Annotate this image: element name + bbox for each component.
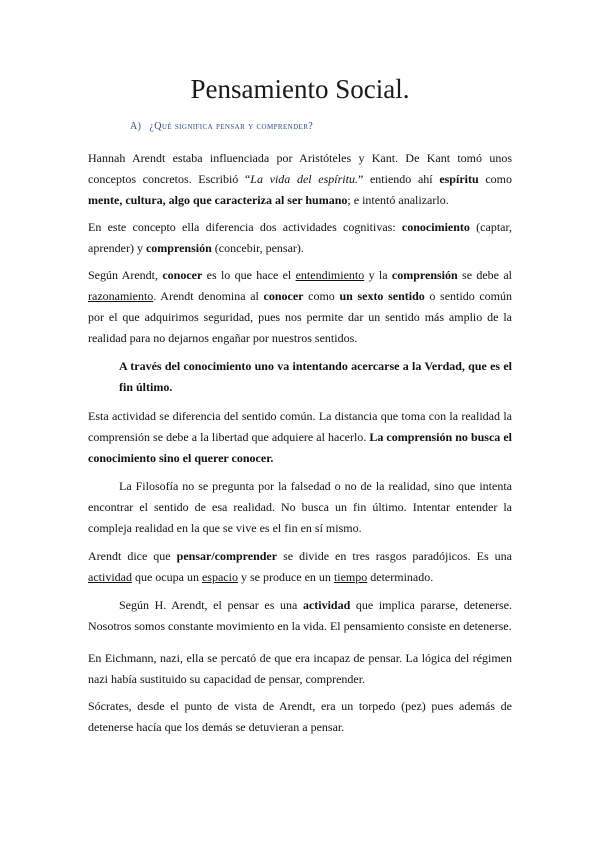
section-label: A)	[130, 121, 142, 132]
text-run: . Arendt denomina al	[153, 289, 264, 303]
text-run: que implica pararse, detenerse. Nosotros somos constante movimiento en la vida. El pensamiento consiste en detenerse.	[88, 598, 512, 633]
bold-term: conocer	[263, 289, 304, 303]
text-run: como	[478, 172, 512, 186]
underlined-term: entendimiento	[295, 268, 365, 282]
highlighted-quote: A través del conocimiento uno va intentando acercarse a la Verdad, que es el fin último.	[119, 359, 512, 394]
section-heading-text: ¿Qué significa pensar y comprender?	[149, 121, 314, 132]
paragraph-3	[88, 265, 512, 349]
bold-term: comprensión	[391, 268, 458, 282]
text-run: Hannah Arendt estaba influenciada por Aristóteles y Kant. De Kant tomó unos conceptos concretos. Escribió “	[88, 151, 512, 186]
text-run: y se produce en un	[237, 570, 334, 584]
bold-term: La comprensión no busca el conocimiento sino el querer conocer.	[88, 430, 512, 465]
bold-term: mente, cultura, algo que caracteriza al ser humano	[88, 193, 348, 207]
text-run: Según H. Arendt, el pensar es una	[119, 598, 303, 612]
text-run: que ocupa un	[131, 570, 202, 584]
text-run: determinado.	[367, 570, 434, 584]
paragraph-1	[88, 148, 512, 211]
bold-term: conocer	[162, 268, 203, 282]
bold-term: espíritu	[439, 172, 479, 186]
section-heading	[130, 120, 313, 134]
bold-term: actividad	[302, 598, 351, 612]
text-run: como	[303, 289, 340, 303]
paragraph-8: En Eichmann, nazi, ella se percató de que era incapaz de pensar. La lógica del régimen nazi había sustituido su capacidad de pensar, comprender.	[88, 651, 512, 686]
underlined-term: actividad	[88, 570, 132, 584]
text-run: ” entiendo ahí	[357, 172, 440, 186]
underlined-term: tiempo	[333, 570, 368, 584]
bold-term: un sexto sentido	[339, 289, 425, 303]
text-run: (captar, aprender) y	[88, 220, 512, 255]
bold-term: pensar/comprender	[176, 549, 278, 563]
book-title: La vida del espíritu.	[250, 172, 358, 186]
underlined-term: razonamiento	[88, 289, 154, 303]
text-run: En este concepto ella diferencia dos actividades cognitivas:	[88, 220, 402, 234]
text-run: o sentido común por el que adquirimos seguridad, pues nos permite dar un sentido más amplio de la realidad para no dejarnos engañar por nuestros sentidos.	[88, 289, 512, 345]
underlined-term: espacio	[201, 570, 238, 584]
paragraph-5: La Filosofía no se pregunta por la falsedad o no de la realidad, sino que intenta encontrar el sentido de esa realidad. No busca un fin último. Intentar entender la compleja realidad en la que se vive es el fin en sí mismo.	[88, 479, 512, 535]
text-run: (concebir, pensar).	[211, 241, 304, 255]
text-run: ; e intentó analizarlo.	[347, 193, 449, 207]
paragraph-2	[88, 217, 512, 259]
text-run: Esta actividad se diferencia del sentido común. La distancia que toma con la realidad la comprensión se debe a la libertad que adquiere al hacerlo.	[88, 409, 512, 444]
text-run: es lo que hace el	[202, 268, 296, 282]
page-title: Pensamiento Social.	[190, 74, 410, 104]
paragraph-9: Sócrates, desde el punto de vista de Arendt, era un torpedo (pez) pues además de detenerse hacía que los demás se detuvieran a pensar.	[88, 699, 512, 734]
text-run: Arendt dice que	[88, 549, 177, 563]
bold-term: conocimiento	[401, 220, 470, 234]
text-run: y la	[364, 268, 392, 282]
text-run: Según Arendt,	[88, 268, 163, 282]
text-run: se debe al	[457, 268, 512, 282]
bold-term: comprensión	[145, 241, 212, 255]
paragraph-7	[88, 595, 512, 637]
paragraph-6	[88, 546, 512, 588]
paragraph-4	[88, 406, 512, 469]
text-run: se divide en tres rasgos paradójicos. Es una	[277, 549, 512, 563]
